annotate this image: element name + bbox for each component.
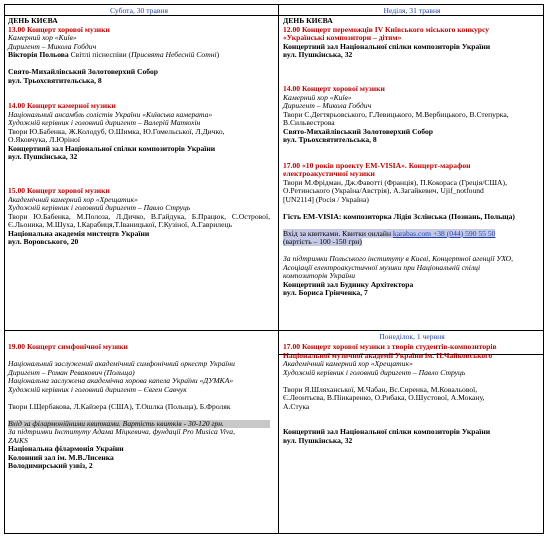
sunday-column: [283, 7, 541, 298]
ticket-price: (вартість – 100 -150 грн): [283, 237, 362, 246]
guest-note: Гість EM-VISIA: композиторка Лідія Зєлінська (Познань, Польща): [283, 211, 515, 221]
event-1700-sunday: [283, 162, 541, 298]
venue-hall: Колонний зал ім. М.В.Лисенка: [8, 452, 114, 462]
event-title-cont: «Українські композитори – дітям»: [283, 33, 402, 42]
venue: Свято-Михайлівський Золотоверхий Собор: [8, 67, 158, 76]
performer: Академічний камерний хор «Хрещатик»: [8, 194, 138, 204]
event-title: 14.00 Концерт камерної музики: [8, 101, 116, 110]
address: вул. Пушкінська, 32: [283, 435, 353, 445]
composer-name: Вікторія Польова: [8, 50, 69, 59]
table-border-top: [4, 4, 544, 5]
support-note: За підтримки Інституту Адама Міцкевича, фундації Pro Musica Viva,: [8, 427, 235, 436]
work-title: Світлі піснеспіви (: [68, 50, 132, 59]
event-title: 14.00 Концерт хорової музики: [283, 84, 385, 93]
venue: Концертний зал Національної спілки композиторів України: [283, 41, 491, 51]
program: Твори С.Дегтярьовського, Г.Левицького, М.Вербицького, В.Степурка,: [283, 109, 509, 119]
address: вул. Трьохсвятительська, 8: [8, 75, 102, 85]
choir: Національна заслужена академічна хорова капела України «ДУМКА»: [8, 376, 234, 385]
event-title: 12.00 Концерт переможців IV Київського міського конкурсу: [283, 24, 490, 34]
orchestra: Національний заслужений академічний симфонічний оркестр України: [8, 359, 235, 368]
paren-close: ): [216, 50, 220, 59]
address: вул. Пушкінська, 32: [283, 50, 353, 59]
performer: Камерний хор «Київ»: [283, 92, 352, 102]
program-cont-2: А.Стука: [283, 401, 310, 411]
ticket-text: Вхід за квитками. Квитки онлайн: [283, 228, 393, 238]
table-border-bottom: [4, 533, 544, 534]
program: Твори Ю.Бабенка, М.Полоза, Л.Дичко, В.Гайдука, Б.Працюк, С.Острової, Є.Льоника, М.Шуха, І.Карабиця,Т.Іваницької, Г.Кузіної, А.Гаврилець: [8, 211, 270, 229]
event-title: 17.00 Концерт хорової музики з творів студентів-композиторів: [283, 342, 497, 351]
program: [8, 51, 270, 60]
program-cont: О.Ретинського (Україна/Австрія), А.Загайкевич, Ujif_notfound: [283, 186, 484, 195]
schedule-table: [4, 4, 544, 534]
address: вул. Воровського, 20: [8, 237, 79, 246]
address: вул. Бориса Грінченка, 7: [283, 288, 368, 297]
dedication: Присвята Небесній Сотні: [131, 50, 217, 59]
event-title-cont: електроакустичної музики: [283, 169, 375, 178]
program: Твори Я.Шляханської, М.Чабан, Вс.Сиренка, М.Ковальової,: [283, 384, 478, 394]
event-title: 13.00 Концерт хорової музики: [8, 24, 110, 34]
address: вул. Трьохсвятительська, 8: [283, 135, 377, 144]
conductor: Диригент – Роман Ревакович (Польща): [8, 367, 135, 377]
support-note-cont: Асоціації електроакустичної музики при Національній спілці: [283, 262, 481, 272]
day-header-monday: Понеділок, 1 червня: [379, 332, 445, 341]
venue: Концертний зал Будинку Архітектора: [283, 279, 414, 289]
support-note-cont: ZAiKS: [8, 435, 28, 445]
day-header-saturday: Субота, 30 травня: [110, 6, 168, 15]
row-divider: [4, 330, 544, 331]
table-border-right: [543, 4, 544, 534]
event-title: 17.00 «10 років проекту EM-VISIA». Концерт-марафон: [283, 160, 471, 170]
support-note: За підтримки Польського інституту в Києві, Концертної агенції УХО,: [283, 254, 514, 263]
venue: Концертний зал Національної спілки композиторів України: [283, 427, 491, 436]
event-1500: [8, 187, 270, 247]
event-title-cont: Національної музичної академії України ім. П.Чайковського: [283, 350, 493, 360]
saturday-column: [8, 7, 270, 247]
program: Твори І.Щербакова, Л.Кайзера (США), Т.Ошлка (Польща), Б.Фроляк: [8, 401, 231, 411]
ticket-phone[interactable]: +38 (044) 590 55 50: [431, 228, 496, 238]
program: Твори М.Фрідман, Дж.Фавотті (Франція), П.Кокораса (Греція/США),: [283, 177, 507, 187]
city-day-title: ДЕНЬ КИЄВА: [283, 16, 333, 25]
choir-conductor: Художній керівник і головний диригент – Євген Савчук: [8, 384, 187, 394]
venue: Свято-Михайлівський Золотоверхий Собор: [283, 126, 433, 136]
venue: Концертний зал Національної спілки композиторів України: [8, 143, 216, 153]
support-note-cont-2: композиторів України: [283, 271, 355, 280]
event-1900: [8, 343, 270, 471]
performer: Національний ансамбль солістів України «Київська камерата»: [8, 109, 213, 119]
conductor: Диригент – Микола Гобдич: [283, 101, 372, 110]
address: вул. Пушкінська, 32: [8, 152, 78, 161]
conductor: Художній керівник і головний диригент – Павло Струць: [283, 367, 466, 377]
day-header-sunday: Неділя, 31 травня: [383, 6, 441, 15]
event-title: 15.00 Концерт хорової музики: [8, 186, 110, 195]
venue: Національна академія мистецтв України: [8, 228, 150, 238]
column-divider: [278, 4, 279, 534]
program-cont-2: [UN2114] (Росія / Україна): [283, 194, 369, 204]
event-1400-sunday: [283, 85, 541, 145]
event-1200: [283, 26, 541, 60]
program-cont: О.Яковчука, Л.Юріної: [8, 135, 80, 144]
ticket-link[interactable]: karabas.com: [392, 228, 432, 238]
event-1400: [8, 102, 270, 162]
program-cont: В.Сильвестрова: [283, 118, 335, 127]
event-1300: [8, 26, 270, 86]
performer: Камерний хор «Київ»: [8, 33, 77, 42]
conductor: Художній керівник і головний диригент – Валерій Матюхін: [8, 118, 201, 127]
performer: Академічний камерний хор «Хрещатик»: [283, 359, 413, 368]
address: Володимирський узвіз, 2: [8, 461, 93, 470]
conductor: Диригент – Микола Гобдич: [8, 41, 97, 51]
program: Твори Ю.Бабенка, Ж.Колодуб, О.Шимка, Ю.Гомельської, Л.Дичко,: [8, 126, 225, 136]
ticket-note: Вхід за філармонійними квитками. Вартість квитків - 30-120 грн.: [8, 420, 270, 429]
monday-section: [283, 333, 541, 445]
event-title: 19.00 Концерт симфонічної музики: [8, 342, 128, 351]
venue: Національна філармонія України: [8, 444, 124, 453]
conductor: Художній керівник і головний диригент – Павло Струць: [8, 203, 191, 212]
program-cont: Є.Леонтьєва, В.Пінкаренко, О.Рибака, О.Шустової, А.Мокану,: [283, 393, 485, 402]
table-border-left: [4, 4, 5, 534]
city-day-title: ДЕНЬ КИЄВА: [8, 16, 58, 25]
